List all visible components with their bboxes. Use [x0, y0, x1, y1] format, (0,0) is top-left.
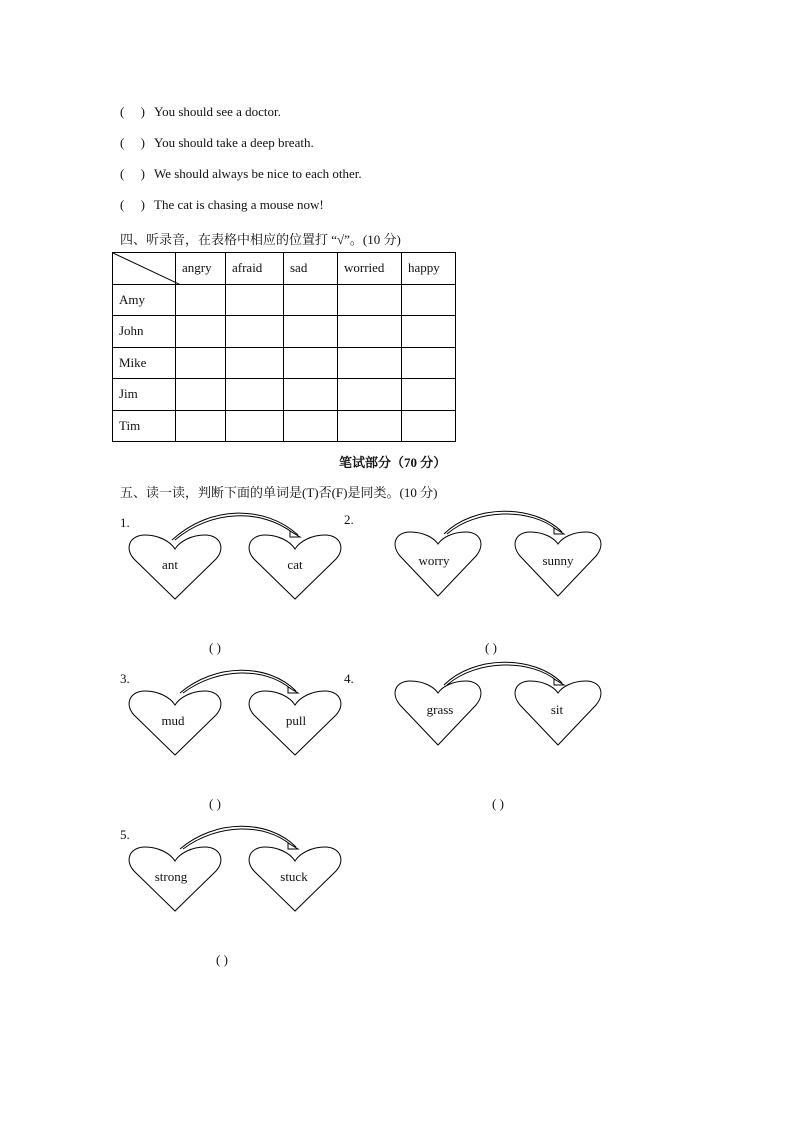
- answer-blank[interactable]: ( ): [216, 952, 228, 967]
- answer-cell[interactable]: [284, 347, 338, 379]
- heart-right-word: stuck: [280, 869, 308, 884]
- heart-right-word: pull: [285, 713, 307, 728]
- answer-cell[interactable]: [226, 379, 284, 411]
- answer-blank[interactable]: ( ): [120, 197, 145, 212]
- arrow-arc: [172, 513, 298, 540]
- answer-cell[interactable]: [284, 284, 338, 316]
- answer-cell[interactable]: [176, 379, 226, 411]
- column-header: afraid: [226, 253, 284, 285]
- answer-blank[interactable]: ( ): [120, 104, 145, 119]
- heart-right-word: sunny: [542, 553, 574, 568]
- pair-number: 3.: [120, 671, 130, 686]
- sentence-text: The cat is chasing a mouse now!: [154, 197, 324, 212]
- column-header: sad: [284, 253, 338, 285]
- sentence-text: We should always be nice to each other.: [154, 166, 362, 181]
- part5-heading: 五、读一读，判断下面的单词是(T)否(F)是同类。(10 分): [120, 485, 438, 500]
- heart-pair-4: [344, 661, 564, 761]
- answer-cell[interactable]: [226, 316, 284, 348]
- heart-left-word: worry: [418, 553, 450, 568]
- row-header: Mike: [113, 347, 176, 379]
- pair-number: 2.: [344, 512, 354, 527]
- answer-cell[interactable]: [402, 379, 456, 411]
- heart-left-word: ant: [162, 557, 178, 572]
- sentence-text: You should see a doctor.: [154, 104, 281, 119]
- answer-cell[interactable]: [176, 284, 226, 316]
- diagonal-header-cell: [113, 253, 176, 285]
- arrow-arc: [180, 826, 296, 849]
- heart-pair-5: [120, 827, 340, 927]
- table-row: [113, 284, 456, 316]
- pair-number: 1.: [120, 515, 130, 530]
- answer-blank[interactable]: ( ): [120, 166, 145, 181]
- table-row: [113, 347, 456, 379]
- pair-number: 5.: [120, 827, 130, 842]
- emotion-table: [112, 252, 456, 442]
- row-header: Tim: [113, 410, 176, 442]
- heart-right-word: sit: [550, 702, 564, 717]
- sentence-4: [120, 197, 324, 213]
- answer-cell[interactable]: [226, 410, 284, 442]
- answer-cell[interactable]: [176, 316, 226, 348]
- heart-pair-2: [344, 512, 574, 612]
- heart-pair-1: [120, 515, 340, 615]
- column-header: happy: [402, 253, 456, 285]
- answer-cell[interactable]: [176, 410, 226, 442]
- answer-cell[interactable]: [284, 316, 338, 348]
- heart-left-word: grass: [426, 702, 454, 717]
- answer-cell[interactable]: [284, 379, 338, 411]
- answer-blank[interactable]: ( ): [492, 796, 504, 811]
- answer-cell[interactable]: [402, 316, 456, 348]
- answer-blank[interactable]: ( ): [485, 640, 497, 655]
- answer-blank[interactable]: ( ): [209, 796, 221, 811]
- part4-heading: 四、听录音，在表格中相应的位置打 “√”。(10 分): [120, 232, 401, 247]
- answer-cell[interactable]: [402, 410, 456, 442]
- column-header: worried: [338, 253, 402, 285]
- answer-cell[interactable]: [402, 347, 456, 379]
- table-row: [113, 410, 456, 442]
- heart-right-word: cat: [287, 557, 303, 572]
- arrow-arc: [444, 511, 562, 534]
- heart-left-word: mud: [161, 713, 185, 728]
- table-row: [113, 379, 456, 411]
- row-header: Jim: [113, 379, 176, 411]
- diagonal-line: [113, 253, 181, 285]
- row-header: Amy: [113, 284, 176, 316]
- column-header: angry: [176, 253, 226, 285]
- row-header: John: [113, 316, 176, 348]
- table-header-row: [113, 253, 456, 285]
- written-section-title: 笔试部分（70 分）: [339, 455, 447, 470]
- answer-cell[interactable]: [226, 284, 284, 316]
- heart-left-word: strong: [154, 869, 188, 884]
- answer-cell[interactable]: [338, 347, 402, 379]
- answer-cell[interactable]: [338, 284, 402, 316]
- sentence-2: [120, 135, 314, 151]
- heart-pair-3: [120, 671, 340, 771]
- answer-cell[interactable]: [338, 379, 402, 411]
- answer-blank[interactable]: ( ): [209, 640, 221, 655]
- answer-cell[interactable]: [338, 316, 402, 348]
- answer-blank[interactable]: ( ): [120, 135, 145, 150]
- answer-cell[interactable]: [226, 347, 284, 379]
- arrow-arc: [180, 670, 296, 693]
- sentence-1: [120, 104, 281, 120]
- sentence-3: [120, 166, 362, 182]
- pair-number: 4.: [344, 671, 354, 686]
- answer-cell[interactable]: [402, 284, 456, 316]
- answer-cell[interactable]: [176, 347, 226, 379]
- answer-cell[interactable]: [338, 410, 402, 442]
- answer-cell[interactable]: [284, 410, 338, 442]
- sentence-text: You should take a deep breath.: [154, 135, 314, 150]
- table-row: [113, 316, 456, 348]
